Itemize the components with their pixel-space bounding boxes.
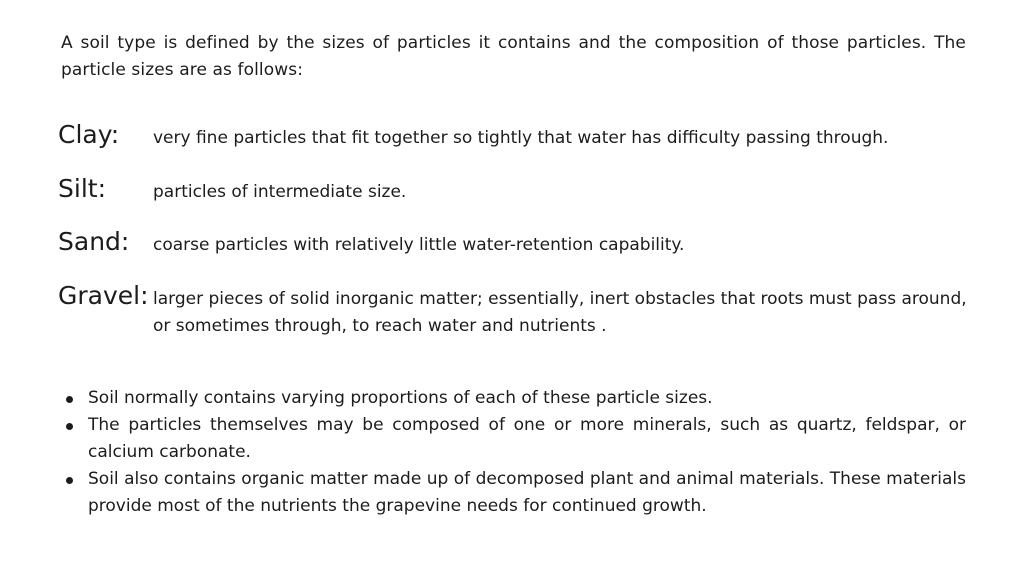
list-item-text: Soil normally contains varying proportions of each of these particle sizes. — [88, 388, 713, 408]
term-definition: very fine particles that fit together so tightly that water has difficulty passing through. — [153, 128, 889, 148]
list-item-text: Soil also contains organic matter made up of decomposed plant and animal materials. These materials provide most of the nutrients the grapevine needs for continued growth. — [88, 469, 966, 516]
list-item — [66, 412, 966, 466]
bullet-icon — [66, 396, 73, 403]
term-label: Gravel: — [58, 281, 149, 310]
bullet-icon — [66, 477, 73, 484]
term-definition: particles of intermediate size. — [153, 182, 407, 202]
list-item — [66, 466, 966, 520]
bullet-list — [66, 385, 966, 520]
intro-paragraph: A soil type is defined by the sizes of particles it contains and the composition of those particles. The particle sizes are as follows: — [61, 33, 966, 80]
list-item-text: The particles themselves may be composed of one or more minerals, such as quartz, feldspar, or calcium carbonate. — [88, 415, 966, 462]
term-label: Clay: — [58, 120, 120, 149]
term-label: Sand: — [58, 227, 130, 256]
term-label: Silt: — [58, 174, 106, 203]
list-item — [66, 385, 966, 412]
term-definition: coarse particles with relatively little water-retention capability. — [153, 235, 685, 255]
term-definition: larger pieces of solid inorganic matter; essentially, inert obstacles that roots must pass around, or sometimes through, to reach water and nutrients . — [153, 289, 967, 336]
bullet-icon — [66, 423, 73, 430]
